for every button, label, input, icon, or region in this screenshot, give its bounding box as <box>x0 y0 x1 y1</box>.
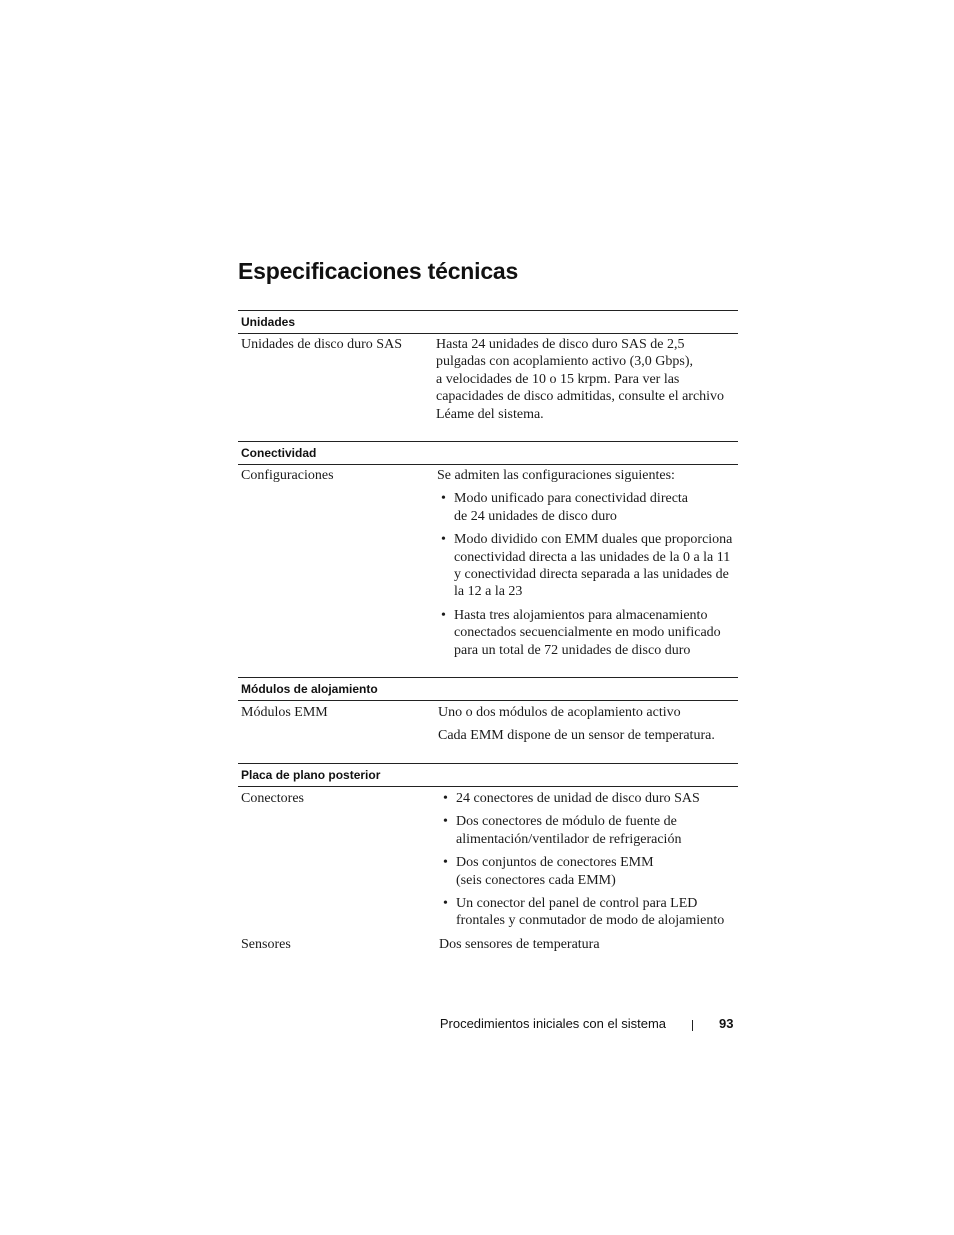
section-modulos <box>238 677 738 744</box>
section-conectividad <box>238 441 738 658</box>
spec-value <box>439 936 739 953</box>
bullet-line: • Dos conjuntos de conectores EMM <box>456 855 654 871</box>
list-item <box>439 854 739 889</box>
bullet-list <box>437 490 737 659</box>
value-para: Cada EMM dispone de un sensor de temperatura. <box>438 728 715 744</box>
section-header-placa: Placa de plano posterior <box>238 763 738 787</box>
section-header-unidades: Unidades <box>238 310 738 334</box>
bullet-line: de 24 unidades de disco duro <box>454 508 617 524</box>
value-line: Léame del sistema. <box>436 406 544 422</box>
footer-separator <box>692 1020 693 1031</box>
spec-label: Módulos EMM <box>241 705 328 720</box>
spec-value <box>437 467 737 659</box>
bullet-line: y conectividad directa separada a las unidades de <box>454 567 729 583</box>
value-para: Uno o dos módulos de acoplamiento activo <box>438 705 681 720</box>
spec-value <box>436 336 736 423</box>
spec-label: Unidades de disco duro SAS <box>241 337 402 352</box>
bullet-line: • Modo unificado para conectividad directa <box>454 491 689 507</box>
bullet-line: • Hasta tres alojamientos para almacenamiento <box>454 607 708 623</box>
page-footer <box>0 1014 954 1034</box>
value-para: Dos sensores de temperatura <box>439 937 600 952</box>
bullet-line: • 24 conectores de unidad de disco duro SAS <box>456 791 700 806</box>
value-line: capacidades de disco admitidas, consulte el archivo <box>436 389 725 405</box>
spec-value <box>439 790 739 930</box>
section-header-modulos: Módulos de alojamiento <box>238 677 738 701</box>
bullet-line: conectividad directa a las unidades de la 0 a la 11 <box>454 549 731 565</box>
section-placa <box>238 763 738 952</box>
spec-label: Configuraciones <box>241 468 334 483</box>
spec-label: Conectores <box>241 791 304 806</box>
list-item <box>437 531 737 601</box>
bullet-line: • Un conector del panel de control para LED <box>456 896 698 912</box>
bullet-line: la 12 a la 23 <box>454 584 523 600</box>
bullet-line: • Dos conectores de módulo de fuente de <box>456 814 677 830</box>
section-unidades <box>238 310 738 422</box>
bullet-line: alimentación/ventilador de refrigeración <box>456 831 682 847</box>
bullet-line: frontales y conmutador de modo de alojamiento <box>456 913 725 929</box>
value-line: a velocidades de 10 o 15 krpm. Para ver las <box>436 371 680 387</box>
spec-label: Sensores <box>241 937 291 952</box>
value-line: Hasta 24 unidades de disco duro SAS de 2,5 <box>436 337 685 352</box>
list-item <box>437 490 737 525</box>
footer-title: Procedimientos iniciales con el sistema <box>439 1016 666 1031</box>
spec-value <box>438 704 738 745</box>
list-item <box>439 790 739 807</box>
value-line: pulgadas con acoplamiento activo (3,0 Gbps), <box>436 354 693 370</box>
bullet-line: para un total de 72 unidades de disco duro <box>454 642 691 658</box>
bullet-line: • Modo dividido con EMM duales que proporciona <box>454 532 733 548</box>
list-item <box>439 895 739 930</box>
list-item <box>437 607 737 659</box>
section-header-conectividad: Conectividad <box>238 441 738 465</box>
bullet-list <box>439 790 739 930</box>
bullet-line: (seis conectores cada EMM) <box>456 872 616 888</box>
list-item <box>439 813 739 848</box>
page-title: Especificaciones técnicas <box>238 258 519 284</box>
value-intro: Se admiten las configuraciones siguientes: <box>437 468 675 483</box>
bullet-line: conectados secuencialmente en modo unificado <box>454 625 721 641</box>
page-number: 93 <box>719 1016 734 1031</box>
